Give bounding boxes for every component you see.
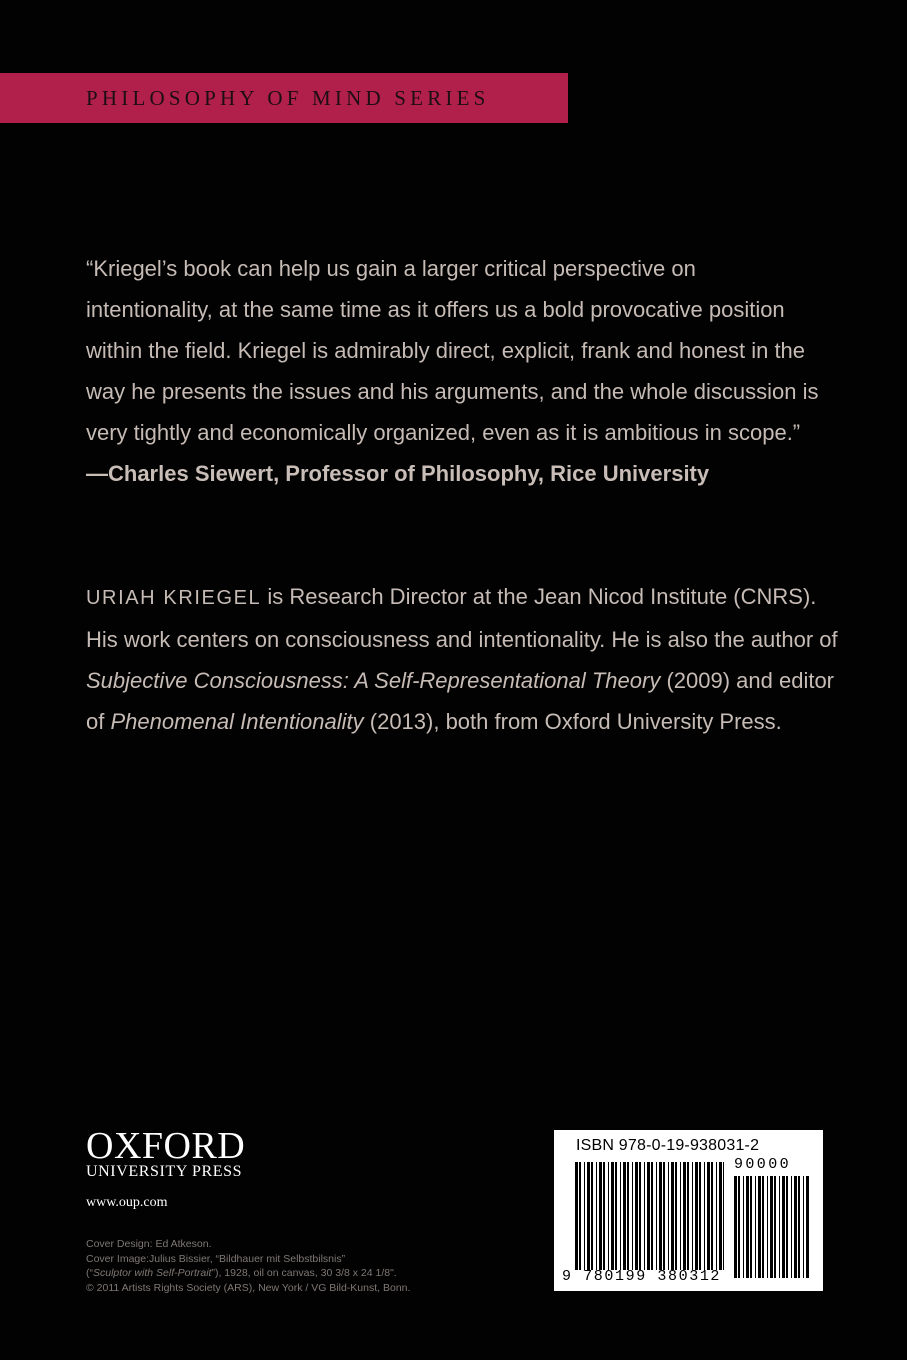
barcode-bar (639, 1162, 641, 1270)
barcode-bar (779, 1176, 780, 1278)
barcode-bar (608, 1162, 609, 1270)
barcode-bar (656, 1162, 657, 1270)
barcode-bar (704, 1162, 705, 1270)
bio-part-1: is Research Director at the Jean Nicod Institute (CNRS). His work centers on consciousness and intentionality. He is also the author of (86, 584, 838, 652)
barcode-bar (632, 1162, 633, 1270)
barcode-bar (579, 1162, 581, 1270)
barcode-bar (687, 1162, 689, 1270)
barcode-bar (786, 1176, 788, 1278)
barcode-bar (591, 1162, 593, 1270)
credit-image-en-pre: (“ (86, 1267, 93, 1279)
barcode-bar (584, 1162, 585, 1270)
barcode-bar (782, 1176, 785, 1278)
barcode-addon-digits: 90000 (734, 1156, 792, 1173)
barcode-bar (680, 1162, 681, 1270)
barcode-bar (755, 1176, 756, 1278)
credit-design: Cover Design: Ed Atkeson. (86, 1238, 212, 1250)
barcode-bar (596, 1162, 597, 1270)
barcode-bar (791, 1176, 792, 1278)
barcode-bar (738, 1176, 740, 1278)
barcode-bar (743, 1176, 744, 1278)
publisher-url: www.oup.com (86, 1195, 168, 1210)
credit-image: Cover Image:Julius Bissier, “Bildhauer mit Selbstbilsnis” (86, 1252, 346, 1265)
quote-text: “Kriegel’s book can help us gain a larger critical perspective on intentionality, at the same time as it offers us a bold provocative position within the field. Kriegel is admirably direct, explicit, frank and honest in the way he presents the issues and his arguments, and the whole discussion is very tightly and economically organized, even as it is ambitious in scope.” (86, 256, 819, 445)
author-name: URIAH KRIEGEL (86, 587, 262, 609)
series-label: PHILOSOPHY OF MIND SERIES (86, 86, 490, 110)
barcode-bar (627, 1162, 629, 1270)
barcode-bar (806, 1176, 809, 1278)
oxford-logo: OXFORD (86, 1125, 246, 1167)
author-bio-text (86, 576, 846, 742)
barcode-bar (719, 1162, 722, 1270)
barcode-bar (762, 1176, 764, 1278)
barcode-bar (758, 1176, 761, 1278)
barcode-bar (734, 1176, 737, 1278)
barcode-bar (615, 1162, 617, 1270)
barcode-digits: 9 780199 380312 (562, 1268, 722, 1285)
author-bio (86, 576, 846, 742)
oxford-logo-subtitle: UNIVERSITY PRESS (86, 1163, 243, 1180)
bio-part-2: (2009) and editor of (86, 668, 835, 734)
barcode-bar (635, 1162, 638, 1270)
barcode-bar (623, 1162, 626, 1270)
cover-credits (86, 1237, 546, 1295)
book-title-1: Subjective Consciousness: A Self-Representational Theory (86, 668, 661, 693)
barcode-bar (603, 1162, 605, 1270)
isbn-number: ISBN 978-0-19-938031-2 (576, 1137, 760, 1154)
barcode-graphic (554, 1130, 823, 1291)
barcode-bar (699, 1162, 701, 1270)
barcode-bar (711, 1162, 713, 1270)
barcode-bar (707, 1162, 710, 1270)
barcode-bar (774, 1176, 776, 1278)
credit-image-en-post: ”), 1928, oil on canvas, 30 3/8 x 24 1/8". (211, 1267, 397, 1279)
barcode-bar (647, 1162, 650, 1270)
barcode-bar (620, 1162, 621, 1270)
book-title-2: Phenomenal Intentionality (110, 709, 364, 734)
barcode-bar (750, 1176, 752, 1278)
barcode-box (554, 1130, 823, 1291)
barcode-bar (746, 1176, 749, 1278)
barcode-bar (671, 1162, 674, 1270)
barcode-bar (659, 1162, 662, 1270)
barcode-bar (723, 1162, 724, 1270)
barcode-bar (575, 1162, 578, 1270)
barcode-bar (798, 1176, 800, 1278)
credit-image-en-title: Sculptor with Self-Portrait (93, 1267, 212, 1279)
barcode-bar (668, 1162, 669, 1270)
barcode-bar (599, 1162, 602, 1270)
barcode-bar (663, 1162, 665, 1270)
quote-attribution: —Charles Siewert, Professor of Philosophy, Rice University (86, 461, 710, 486)
barcode-bar (692, 1162, 693, 1270)
credit-image-english (86, 1266, 546, 1281)
barcode-bar (695, 1162, 698, 1270)
barcode-bar (767, 1176, 768, 1278)
barcode-bar (611, 1162, 614, 1270)
barcode-bar (644, 1162, 645, 1270)
barcode-bar (683, 1162, 686, 1270)
barcode-bar (651, 1162, 653, 1270)
endorsement-quote (86, 248, 826, 494)
credit-copyright: © 2011 Artists Rights Society (ARS), New York / VG Bild-Kunst, Bonn. (86, 1281, 411, 1294)
barcode-bar (675, 1162, 677, 1270)
barcode-bar (716, 1162, 717, 1270)
bio-part-3: (2013), both from Oxford University Press. (363, 709, 782, 734)
barcode-bar (587, 1162, 590, 1270)
barcode-bar (803, 1176, 804, 1278)
barcode-bar (770, 1176, 773, 1278)
barcode-bar (794, 1176, 797, 1278)
